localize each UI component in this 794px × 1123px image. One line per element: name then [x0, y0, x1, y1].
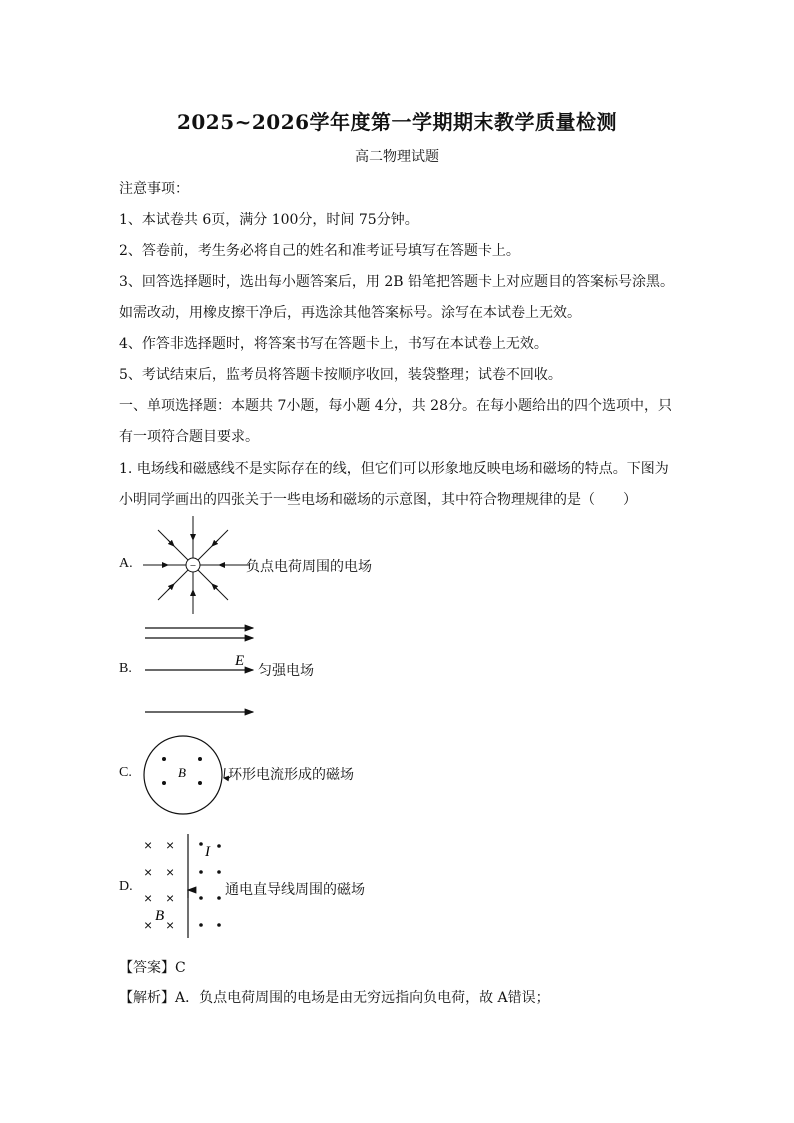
svg-text:×: × — [144, 917, 153, 933]
question-1-line2: 小明同学画出的四张关于一些电场和磁场的示意图，其中符合物理规律的是（ ） — [119, 492, 637, 508]
svg-text:×: × — [144, 864, 153, 880]
option-b-label: 匀强电场 — [258, 663, 314, 679]
page-title: 2025~2026学年度第一学期期末教学质量检测 — [176, 110, 618, 134]
question-1-line1: 1. 电场线和磁感线不是实际存在的线，但它们可以形象地反映电场和磁场的特点。下图为 — [119, 461, 669, 477]
option-c-label: 环形电流形成的磁场 — [228, 767, 354, 783]
option-a-letter: A. — [119, 556, 133, 571]
field-symbol-b-wire: B — [155, 908, 165, 924]
notice-item-3: 3、回答选择题时，选出每小题答案后，用 2B 铅笔把答题卡上对应题目的答案标号涂黑。 — [119, 274, 675, 290]
ring-current-field-diagram — [140, 730, 240, 820]
svg-text:×: × — [144, 890, 153, 906]
negative-charge-field-diagram — [140, 510, 260, 620]
notice-item-5: 5、考试结束后，监考员将答题卡按顺序收回，装袋整理；试卷不回收。 — [119, 367, 562, 383]
option-a-label: 负点电荷周围的电场 — [246, 559, 372, 575]
svg-text:×: × — [166, 864, 175, 880]
svg-text:×: × — [166, 890, 175, 906]
uniform-field-diagram — [143, 620, 273, 720]
notice-item-1: 1、本试卷共 6页，满分 100分，时间 75分钟。 — [119, 212, 419, 228]
page-subtitle: 高二物理试题 — [355, 149, 439, 165]
svg-text:×: × — [144, 837, 153, 853]
svg-text:×: × — [166, 837, 175, 853]
notice-item-3-cont: 如需改动，用橡皮擦干净后，再选涂其他答案标号。涂写在本试卷上无效。 — [119, 305, 581, 321]
option-d-label: 通电直导线周围的磁场 — [225, 882, 365, 898]
answer-line: 【答案】C — [119, 960, 186, 976]
section-heading-line1: 一、单项选择题：本题共 7小题，每小题 4分，共 28分。在每小题给出的四个选项中，只 — [119, 398, 672, 414]
option-c-letter: C. — [119, 765, 132, 780]
field-symbol-e: E — [235, 653, 245, 669]
notice-heading: 注意事项： — [119, 181, 189, 197]
svg-text:×: × — [166, 917, 175, 933]
notice-item-4: 4、作答非选择题时，将答案书写在答题卡上，书写在本试卷上无效。 — [119, 336, 548, 352]
analysis-line: 【解析】A．负点电荷周围的电场是由无穷远指向负电荷，故 A错误； — [119, 990, 550, 1006]
notice-item-2: 2、答卷前，考生务必将自己的姓名和准考证号填写在答题卡上。 — [119, 243, 520, 259]
section-heading-line2: 有一项符合题目要求。 — [119, 429, 259, 445]
charge-sign: − — [189, 560, 197, 572]
current-symbol-i: I — [205, 844, 210, 860]
field-symbol-b: B — [178, 765, 186, 780]
option-d-letter: D. — [119, 879, 133, 894]
option-b-letter: B. — [119, 661, 132, 676]
